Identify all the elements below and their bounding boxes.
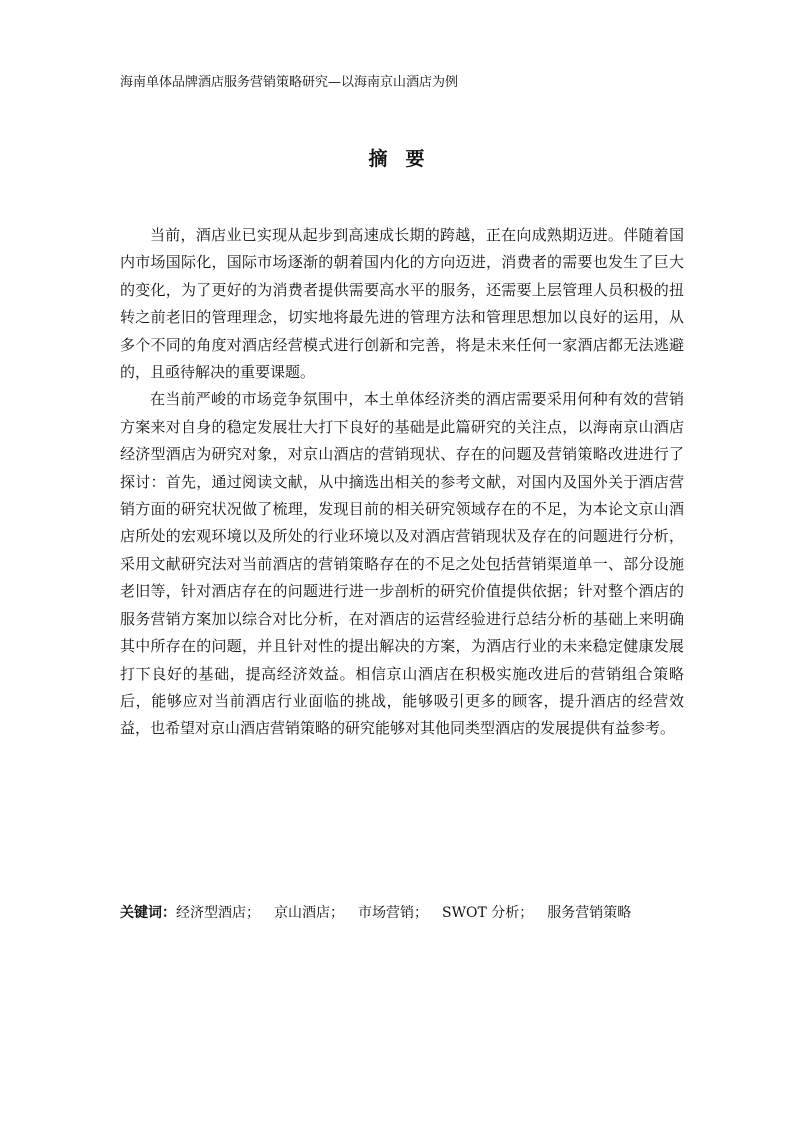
abstract-body [120, 222, 684, 743]
abstract-paragraph-2: 在当前严峻的市场竞争氛围中，本土单体经济类的酒店需要采用何种有效的营销方案来对自身的稳定发展壮大打下良好的基础是此篇研究的关注点，以海南京山酒店经济型酒店为研究对象，对京山酒店的营销现状、存在的问题及营销策略改进进行了探讨：首先，通过阅读文献，从中摘选出相关的参考文献，对国内及国外关于酒店营销方面的研究状况做了梳理，发现目前的相关研究领域存在的不足，为本论文京山酒店所处的宏观环境以及所处的行业环境以及对酒店营销现状及存在的问题进行分析，采用文献研究法对当前酒店的营销策略存在的不足之处包括营销渠道单一、部分设施老旧等，针对酒店存在的问题进行进一步剖析的研究价值提供依据；针对整个酒店的服务营销方案加以综合对比分析，在对酒店的运营经验进行总结分析的基础上来明确其中所存在的问题，并且针对性的提出解决的方案，为酒店行业的未来稳定健康发展打下良好的基础，提高经济效益。相信京山酒店在积极实施改进后的营销组合策略后，能够应对当前酒店行业面临的挑战，能够吸引更多的顾客，提升酒店的经营效益，也希望对京山酒店营销策略的研究能够对其他同类型酒店的发展提供有益参考。 [120, 390, 684, 738]
keyword-item: 京山酒店； [274, 905, 344, 921]
running-header: 海南单体品牌酒店服务营销策略研究—以海南京山酒店为例 [120, 75, 459, 90]
keyword-item: SWOT 分析； [442, 905, 534, 921]
keyword-item: 服务营销策略 [547, 905, 632, 921]
keyword-item: 经济型酒店； [176, 905, 260, 921]
abstract-title: 摘要 [368, 148, 443, 170]
keywords-label: 关键词： [120, 905, 176, 921]
keyword-item: 市场营销； [358, 905, 428, 921]
keywords-line [120, 902, 684, 924]
abstract-paragraph-1: 当前，酒店业已实现从起步到高速成长期的跨越，正在向成熟期迈进。伴随着国内市场国际化，国际市场逐渐的朝着国内化的方向迈进，消费者的需要也发生了巨大的变化，为了更好的为消费者提供需要高水平的服务，还需要上层管理人员积极的扭转之前老旧的管理理念，切实地将最先进的管理方法和管理思想加以良好的运用，从多个不同的角度对酒店经营模式进行创新和完善，将是未来任何一家酒店都无法逃避的，且亟待解决的重要课题。 [120, 226, 684, 382]
